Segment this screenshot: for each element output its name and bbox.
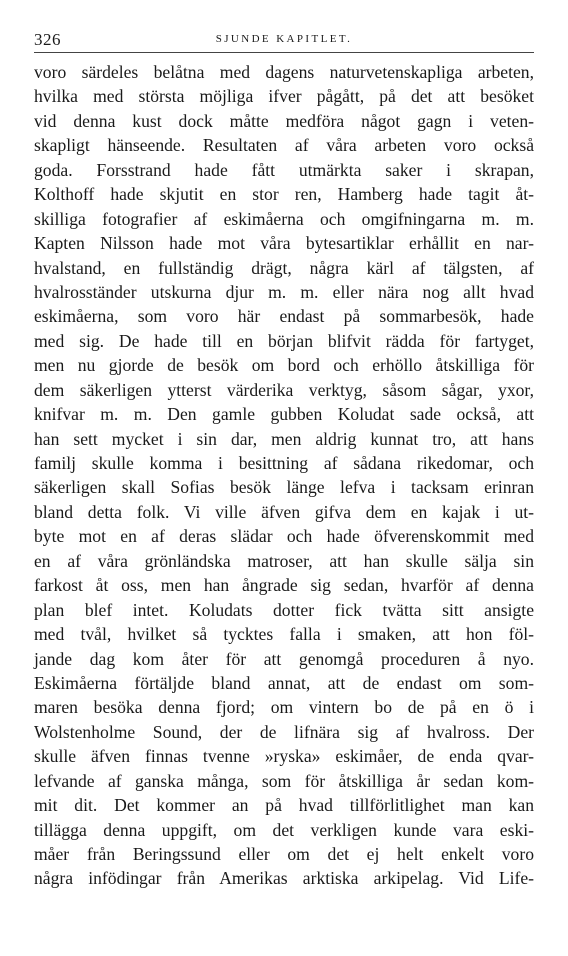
text-line: knifvar m. m. Den gamle gubben Koludat sade också, att bbox=[34, 404, 534, 425]
text-line: hvalstand, en fullständig drägt, några kärl af tälgsten, af bbox=[34, 257, 534, 278]
text-line: mit dit. Det kommer an på hvad tillförlitlighet man kan bbox=[34, 795, 534, 816]
running-head: SJUNDE KAPITLET. bbox=[215, 33, 353, 45]
header-rule bbox=[34, 52, 534, 53]
text-line: dem säkerligen ytterst värderika verktyg, såsom sågar, yxor, bbox=[34, 379, 534, 400]
text-line: eskimåerna, som voro här endast på sommarbesök, hade bbox=[34, 306, 534, 327]
text-line: tillägga denna uppgift, om det verkligen kunde vara eski- bbox=[34, 819, 534, 840]
text-line: Kolthoff hade skjutit en stor ren, Hamberg hade tagit åt- bbox=[34, 184, 534, 205]
text-line: måer från Beringssund eller om det ej helt enkelt voro bbox=[34, 844, 534, 864]
text-line: farkost åt oss, men han ångrade sig sedan, hvarför af denna bbox=[34, 575, 534, 596]
text-line: en af våra grönländska matroser, att han skulle sälja sin bbox=[34, 550, 534, 571]
text-line: voro särdeles belåtna med dagens naturvetenskapliga arbeten, bbox=[34, 62, 534, 82]
text-line: säkerligen skall Sofias besök länge lefva i tacksam erinran bbox=[34, 477, 534, 498]
text-line: med sig. De hade till en början blifvit rädda för fartyget, bbox=[34, 330, 534, 351]
text-line: plan blef intet. Koludats dotter fick tvätta sitt ansigte bbox=[34, 599, 534, 620]
text-line: vid denna kust dock måtte medföra något gagn i veten- bbox=[34, 110, 534, 131]
text-line: skilliga fotografier af eskimåerna och omgifningarna m. m. bbox=[34, 208, 534, 229]
text-line: med tvål, hvilket så tycktes falla i smaken, att hon föl- bbox=[34, 624, 534, 645]
text-line: familj skulle komma i besittning af sådana rikedomar, och bbox=[34, 453, 534, 473]
page-number: 326 bbox=[34, 30, 61, 49]
text-line: men nu gjorde de besök om bord och erhöllo åtskilliga för bbox=[34, 355, 534, 376]
page-header bbox=[34, 30, 534, 52]
text-line: goda. Forsstrand hade fått utmärkta saker i skrapan, bbox=[34, 159, 534, 180]
text-line: byte mot en af deras slädar och hade öfverenskommit med bbox=[34, 526, 534, 547]
text-line: maren besöka denna fjord; om vintern bo de på en ö i bbox=[34, 697, 534, 718]
text-line: lefvande af ganska många, som för åtskilliga år sedan kom- bbox=[34, 770, 534, 791]
text-line: skapligt hänseende. Resultaten af våra arbeten voro också bbox=[34, 135, 534, 156]
text-line: Eskimåerna förtäljde bland annat, att de endast om som- bbox=[34, 672, 534, 693]
body-text bbox=[34, 60, 534, 891]
text-line: jande dag kom åter för att genomgå proceduren å nyo. bbox=[34, 648, 534, 669]
text-line: några infödingar från Amerikas arktiska arkipelag. Vid Life- bbox=[34, 868, 534, 889]
text-line: Wolstenholme Sound, der de lifnära sig af hvalross. Der bbox=[34, 721, 534, 742]
text-line: hvilka med största möjliga ifver pågått, på det att besöket bbox=[34, 86, 534, 107]
text-line: skulle äfven finnas tvenne »ryska» eskimåer, de enda qvar- bbox=[34, 746, 534, 767]
text-line: han sett mycket i sin dar, men aldrig kunnat tro, att hans bbox=[34, 428, 534, 449]
text-line: Kapten Nilsson hade mot våra bytesartiklar erhållit en nar- bbox=[34, 233, 534, 254]
text-line: hvalrosständer utskurna djur m. m. eller nära nog allt hvad bbox=[34, 281, 534, 302]
text-line: bland detta folk. Vi ville äfven gifva dem en kajak i ut- bbox=[34, 501, 534, 522]
